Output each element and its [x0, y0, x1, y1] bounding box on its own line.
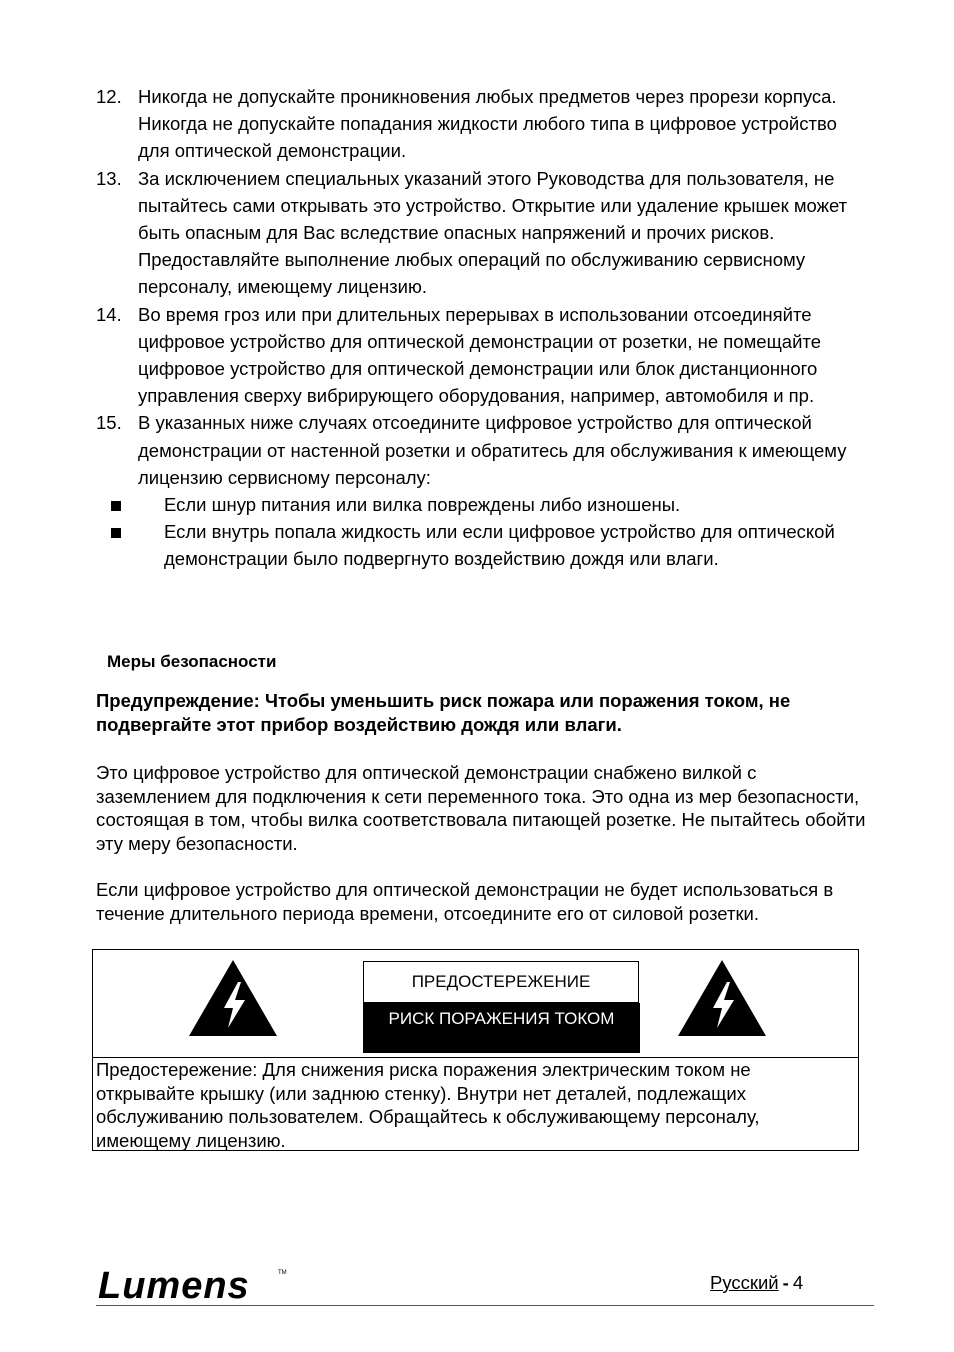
sub-list-text: Если внутрь попала жидкость или если цифровое устройство для оптической демонстрации было подвергнуто воздействию дождя или влаги. [164, 521, 835, 570]
caution-box [92, 949, 859, 1151]
sub-list-item [96, 518, 866, 572]
shock-risk-label: РИСК ПОРАЖЕНИЯ ТОКОМ [363, 1003, 640, 1053]
list-text: За исключением специальных указаний этого Руководства для пользователя, не пытайтесь сами открывать это устройство. Открытие или удаление крышек может быть опасным для Вас вследствие опасных напряжений и прочих рисков. Предоставляйте выполнение любых операций по обслуживанию сервисному персоналу, имеющему лицензию. [138, 167, 848, 298]
high-voltage-warning-icon [187, 958, 279, 1038]
page-footer-label [710, 1272, 803, 1294]
warning-text: Предупреждение: Чтобы уменьшить риск пожара или поражения током, не подвергайте этот прибор воздействию дождя или влаги. [96, 690, 791, 735]
sub-list-item [96, 491, 866, 518]
caution-text: Предостережение: Для снижения риска поражения электрическим током не открывайте крышку (или заднюю стенку). Внутри нет деталей, подлежащих обслуживанию пользователем. Обращайтесь к обслуживающему персоналу, имеющему лицензию. [96, 1059, 760, 1151]
page-number: 4 [792, 1272, 804, 1293]
sub-list [96, 491, 866, 573]
footer-separator: - [782, 1272, 789, 1293]
square-bullet-icon [111, 528, 121, 538]
high-voltage-warning-icon [676, 958, 768, 1038]
section-heading: Меры безопасности [107, 652, 277, 671]
grounding-paragraph: Это цифровое устройство для оптической демонстрации снабжено вилкой с заземлением для подключения к сети переменного тока. Это одна из мер безопасности, состоящая в том, чтобы вилка соответствовала питающей розетке. Не пытайтесь обойти эту меру безопасности. [96, 762, 866, 854]
list-item [96, 409, 866, 572]
list-item [96, 165, 866, 301]
list-text: В указанных ниже случаях отсоедините цифровое устройство для оптической демонстрации от настенной розетки и обратитесь для обслуживания к имеющему лицензию сервисному персоналу: [138, 412, 847, 488]
list-number: 14. [96, 303, 122, 325]
square-bullet-icon [111, 501, 121, 511]
language-label: Русский [710, 1272, 779, 1293]
footer-divider [96, 1305, 874, 1306]
list-number: 15. [96, 412, 122, 434]
lumens-logo [96, 1264, 296, 1302]
safety-instructions-list [96, 83, 866, 573]
list-text: Никогда не допускайте проникновения любых предметов через прорези корпуса. Никогда не допускайте попадания жидкости любого типа в цифровое устройство для оптической демонстрации. [138, 86, 837, 162]
list-item [96, 83, 866, 165]
list-text: Во время гроз или при длительных перерывах в использовании отсоединяйте цифровое устройство для оптической демонстрации от розетки, не помещайте цифровое устройство для оптической демонстрации или блок дистанционного управления сверху вибрирующего оборудования, например, автомобиля и пр. [138, 303, 821, 407]
sub-list-text: Если шнур питания или вилка повреждены либо изношены. [164, 494, 681, 516]
caution-label: ПРЕДОСТЕРЕЖЕНИЕ [363, 961, 639, 1003]
list-number: 13. [96, 167, 122, 189]
trademark-mark: TM [278, 1270, 287, 1276]
logo-text: Lumens [98, 1265, 250, 1302]
list-item [96, 301, 866, 410]
list-number: 12. [96, 86, 122, 107]
disconnect-paragraph: Если цифровое устройство для оптической демонстрации не будет использоваться в течение длительного периода времени, отсоедините его от силовой розетки. [96, 879, 834, 924]
caution-header [93, 950, 858, 1058]
